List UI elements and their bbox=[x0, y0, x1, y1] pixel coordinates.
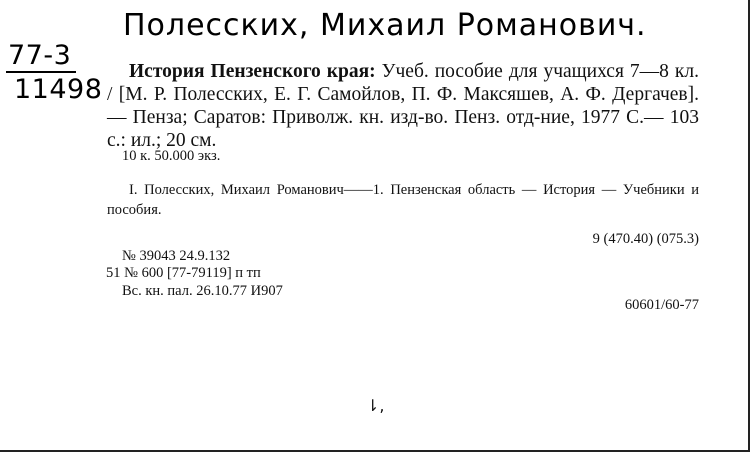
book-chamber-line: Вс. кн. пал. 26.10.77 И907 bbox=[122, 283, 283, 299]
classification-index: 9 (470.40) (075.3) bbox=[592, 231, 699, 247]
call-number-divider bbox=[6, 71, 76, 73]
book-title: История Пензенского края: bbox=[129, 61, 376, 82]
description-body: Учеб. пособие для учащихся 7—8 кл. / [М. Р. Полесских, Е. Г. Самойлов, П. Ф. Максяшев, А. Ф. Дергачев].— Пенза; Саратов: Приволж. кн. изд-во. Пенз. отд-ние, 1977 С.— 103 с.: ил.; 20 см. bbox=[107, 61, 699, 151]
order-number-line: № 39043 24.9.132 bbox=[122, 248, 231, 264]
tracings-line: I. Полесских, Михаил Романович——1. Пензенская область — История — Учебники и пособия. bbox=[107, 182, 699, 218]
card-heading: Полесских, Михаил Романович. bbox=[123, 8, 647, 43]
card-code: 60601/60-77 bbox=[624, 297, 699, 313]
corner-mark: ⇂, bbox=[366, 396, 385, 415]
call-number-bottom: 11498 bbox=[14, 74, 103, 105]
price-run-line: 10 к. 50.000 экз. bbox=[122, 148, 221, 164]
bibliographic-description bbox=[107, 60, 699, 152]
registry-line: 51 № 600 [77-79119] п тп bbox=[106, 265, 261, 281]
call-number-top: 77-3 bbox=[8, 40, 72, 71]
